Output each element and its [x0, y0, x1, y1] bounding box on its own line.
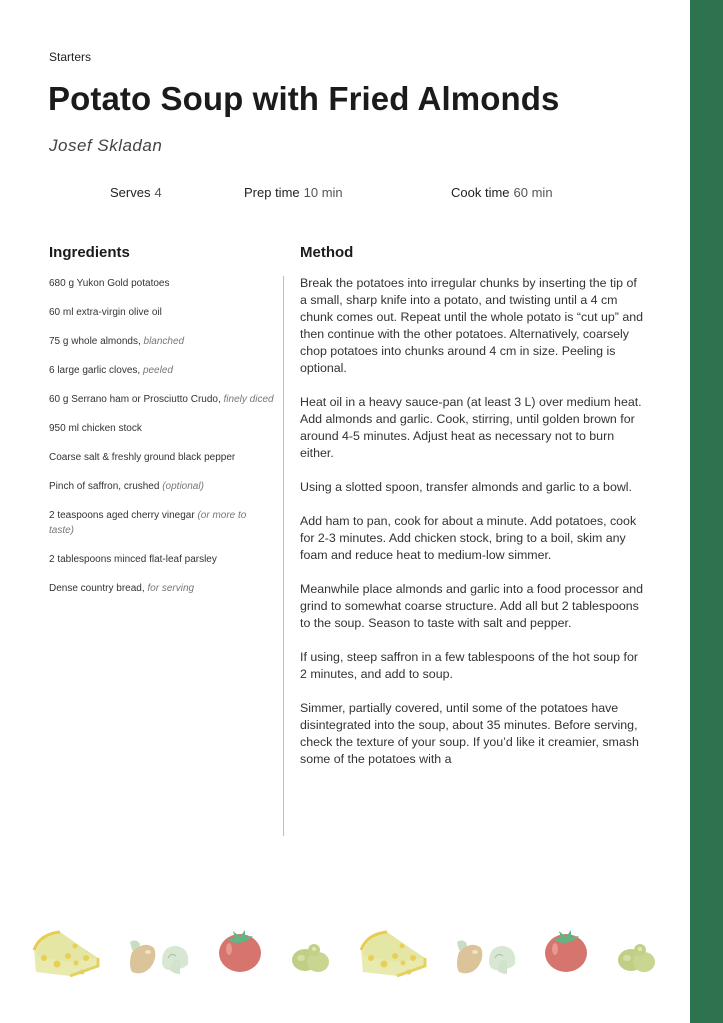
ingredient-note: (or more to taste) [49, 510, 247, 536]
method-step: Meanwhile place almonds and garlic into a food processor and grind to somewhat coarse structure. Add all but 2 tablespoons to the soup. Season to taste with salt and pepper. [300, 582, 644, 630]
ingredient-item [49, 305, 274, 320]
column-divider [283, 276, 284, 836]
ingredient-note: for serving [147, 583, 195, 594]
mushrooms-icon [451, 938, 519, 978]
ingredient-text: Coarse salt & freshly ground black pepper [49, 452, 236, 463]
ingredient-text: 680 g Yukon Gold potatoes [49, 278, 170, 289]
ingredient-text: Pinch of saffron, crushed [49, 481, 163, 492]
tomato-icon [215, 925, 265, 975]
ingredient-item [49, 392, 274, 407]
meta-prep-time [244, 185, 343, 200]
ingredient-item [49, 363, 274, 378]
ingredient-note: peeled [142, 365, 173, 376]
tomato-icon [541, 925, 591, 975]
footer-food-illustrations [0, 920, 690, 980]
recipe-title: Potato Soup with Fried Almonds [48, 80, 560, 117]
ingredient-item [49, 450, 274, 465]
prep-time-label: Prep time [244, 185, 300, 200]
ingredients-list [49, 276, 274, 610]
ingredient-item [49, 552, 274, 567]
olives-icon [613, 938, 659, 976]
ingredient-note: finely diced [223, 394, 274, 405]
cook-time-label: Cook time [451, 185, 510, 200]
accent-side-bar [690, 0, 723, 1023]
ingredient-text: Dense country bread, [49, 583, 148, 594]
ingredient-item [49, 421, 274, 436]
method-step: Heat oil in a heavy sauce-pan (at least 3 L) over medium heat. Add almonds and garlic. Cook, stirring, until golden brown for around 4-5 minutes. Adjust heat as necessary not to burn either. [300, 395, 642, 460]
ingredient-text: 6 large garlic cloves, [49, 365, 143, 376]
cook-time-value: 60 min [513, 185, 553, 200]
method-heading: Method [300, 244, 354, 261]
serves-value: 4 [154, 185, 162, 200]
recipe-category: Starters [49, 50, 92, 64]
ingredient-text: 2 teaspoons aged cherry vinegar [49, 510, 198, 521]
ingredient-item [49, 508, 274, 538]
cheese-icon [30, 928, 100, 978]
method-step: If using, steep saffron in a few tablespoons of the hot soup for 2 minutes, and add to soup. [300, 650, 638, 681]
method-step: Add ham to pan, cook for about a minute. Add potatoes, cook for 2-3 minutes. Add chicken stock, bring to a boil, skim any foam and reduce heat to medium-low simmer. [300, 514, 637, 562]
cheese-icon [357, 928, 427, 978]
ingredient-item [49, 581, 274, 596]
ingredient-text: 950 ml chicken stock [49, 423, 142, 434]
recipe-author: Josef Skladan [49, 136, 163, 155]
ingredients-heading: Ingredients [49, 244, 130, 261]
ingredient-text: 75 g whole almonds, [49, 336, 144, 347]
ingredient-item [49, 334, 274, 349]
olives-icon [287, 938, 333, 976]
method-step: Break the potatoes into irregular chunks by inserting the tip of a small, sharp knife into a potato, and twisting until a 4 cm chunk comes out. Repeat until the whole potato is “cut up” and then continue with the other potatoes. Alternatively, coarsely chop potatoes into chunks around 4 cm in size. Peeling is optional. [300, 276, 644, 375]
meta-cook-time [451, 185, 553, 200]
prep-time-value: 10 min [303, 185, 343, 200]
method-step: Simmer, partially covered, until some of the potatoes have disintegrated into the soup, about 35 minutes. Before serving, check the texture of your soup. If you’d like it creamier, smash some of the potatoes with a [300, 701, 639, 766]
ingredient-text: 60 g Serrano ham or Prosciutto Crudo, [49, 394, 224, 405]
serves-label: Serves [110, 185, 151, 200]
ingredient-item [49, 479, 274, 494]
meta-serves [110, 185, 162, 200]
ingredient-item [49, 276, 274, 291]
mushrooms-icon [124, 938, 192, 978]
ingredient-note: (optional) [162, 481, 204, 492]
method-step: Using a slotted spoon, transfer almonds and garlic to a bowl. [300, 480, 632, 494]
ingredient-note: blanched [143, 336, 185, 347]
ingredient-text: 60 ml extra-virgin olive oil [49, 307, 162, 318]
ingredient-text: 2 tablespoons minced flat-leaf parsley [49, 554, 217, 565]
method-steps [300, 275, 645, 837]
